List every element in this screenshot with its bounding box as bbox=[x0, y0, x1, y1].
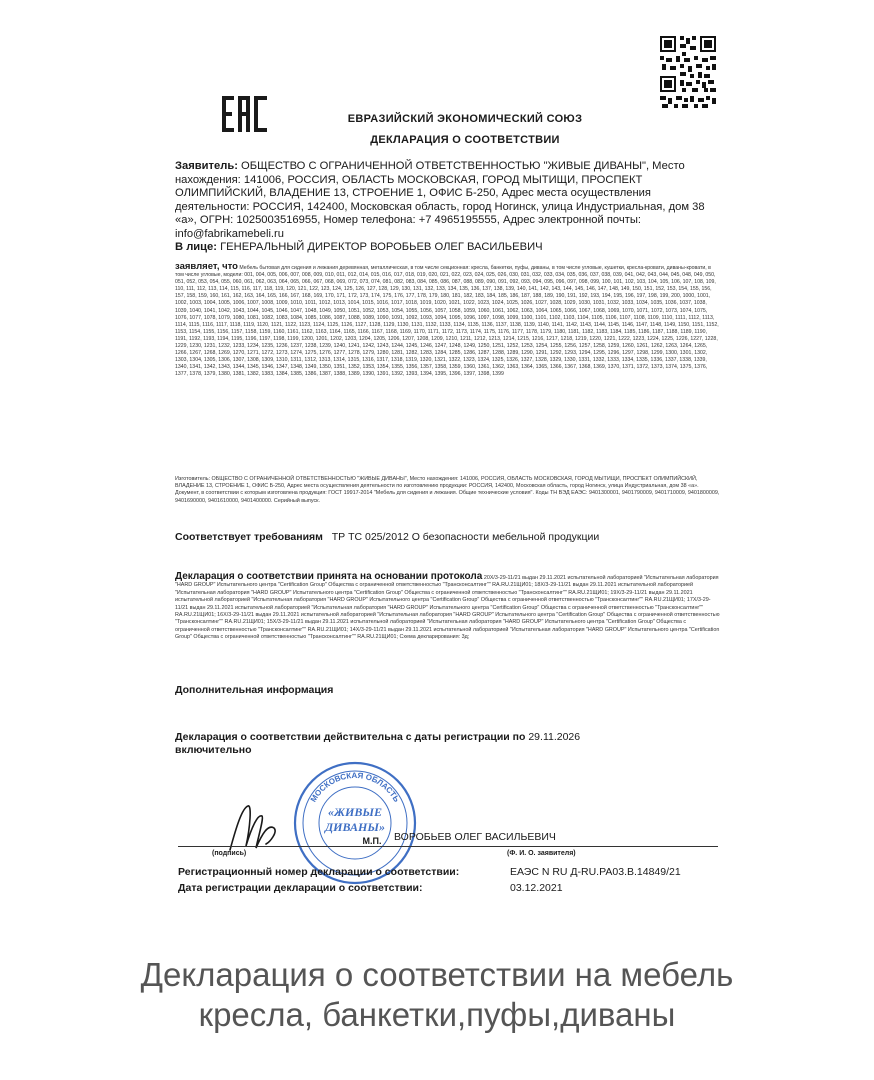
registration-number-value: ЕАЭС N RU Д-RU.РА03.В.14849/21 bbox=[510, 866, 681, 878]
seal-top-text: МОСКОВСКАЯ ОБЛАСТЬ bbox=[308, 770, 402, 804]
caption-line-1: Декларация о соответствии на мебель bbox=[140, 956, 734, 993]
validity-block bbox=[175, 731, 645, 757]
requirements-text: ТР ТС 025/2012 О безопасности мебельной продукции bbox=[331, 531, 600, 543]
registration-number-label: Регистрационный номер декларации о соответствии: bbox=[178, 866, 460, 878]
declares-text: Мебель бытовая для сидения и лежания деревянная, металлическая, в том числе секционная: кресла, банкетки, пуфы, диваны, в том числе угловые, кушетки, кресла-кровати, диваны-кровати, в том числе угловые, модели: 001, 004, 005, 006, 007, 008, 009, 010, 011, 012, 014, 015, 016, 017, 018, 019, 020, 021, 022, 023, 024, 025, 026, 030, 031, 032, 033, 034, 035, 036, 037, 038, 039, 041, 042, 043, 044, 045, 048, 049, 050, 051, 052, 053, 054, 055, 060, 061, 062, 063, 064, 065, 066, 067, 068, 069, 072, 073, 074, 081, 082, 083, 084, 085, 086, 087, 088, 089, 090, 091, 092, 093, 094, 095, 096, 097, 098, 099, 100, 101, 102, 103, 104, 105, 106, 107, 108, 109, 110, 111, 112, 113, 114, 115, 116, 117, 118, 119, 120, 121, 122, 123, 124, 125, 126, 127, 128, 129, 130, 131, 132, 133, 134, 135, 136, 137, 138, 139, 140, 141, 142, 143, 144, 145, 146, 147, 148, 149, 150, 151, 152, 153, 154, 155, 156, 157, 158, 159, 160, 161, 162, 163, 164, 165, 166, 167, 168, 169, 170, 171, 172, 173, 174, 175, 176, 177, 178, 179, 180, 181, 182, 183, 184, 185, 186, 187, 188, 189, 190, 191, 192, 193, 194, 195, 196, 197, 198, 199, 200, 1000, 1001, 1002, 1003, 1004, 1005, 1006, 1007, 1008, 1009, 1010, 1011, 1012, 1013, 1014, 1015, 1016, 1017, 1018, 1019, 1020, 1021, 1022, 1023, 1024, 1025, 1026, 1027, 1028, 1029, 1030, 1031, 1032, 1033, 1034, 1035, 1036, 1037, 1038, 1039, 1040, 1041, 1042, 1043, 1044, 1045, 1046, 1047, 1048, 1049, 1050, 1051, 1052, 1053, 1054, 1055, 1056, 1057, 1058, 1059, 1060, 1061, 1062, 1063, 1064, 1065, 1066, 1067, 1068, 1069, 1070, 1071, 1072, 1073, 1074, 1075, 1076, 1077, 1078, 1079, 1080, 1081, 1082, 1083, 1084, 1085, 1086, 1087, 1088, 1089, 1090, 1091, 1092, 1093, 1094, 1095, 1096, 1097, 1098, 1099, 1100, 1101, 1102, 1103, 1104, 1105, 1106, 1107, 1108, 1109, 1110, 1111, 1112, 1113, 1114, 1115, 1116, 1117, 1118, 1119, 1120, 1121, 1122, 1123, 1124, 1125, 1126, 1127, 1128, 1129, 1130, 1131, 1132, 1133, 1134, 1135, 1136, 1137, 1138, 1139, 1140, 1141, 1142, 1143, 1144, 1145, 1146, 1147, 1148, 1149, 1150, 1151, 1152, 1153, 1154, 1155, 1156, 1157, 1158, 1159, 1160, 1161, 1162, 1163, 1164, 1165, 1166, 1167, 1168, 1169, 1170, 1171, 1172, 1173, 1174, 1175, 1176, 1177, 1178, 1179, 1180, 1181, 1182, 1183, 1184, 1185, 1186, 1187, 1188, 1189, 1190, 1191, 1192, 1193, 1194, 1195, 1196, 1197, 1198, 1199, 1200, 1201, 1202, 1203, 1204, 1205, 1206, 1207, 1208, 1209, 1210, 1211, 1212, 1213, 1214, 1215, 1216, 1217, 1218, 1219, 1220, 1221, 1222, 1223, 1224, 1225, 1226, 1227, 1228, 1229, 1230, 1231, 1232, 1233, 1234, 1235, 1236, 1237, 1238, 1239, 1240, 1241, 1242, 1243, 1244, 1245, 1246, 1247, 1248, 1249, 1250, 1251, 1252, 1253, 1254, 1255, 1256, 1257, 1258, 1259, 1260, 1261, 1262, 1263, 1264, 1265, 1266, 1267, 1268, 1269, 1270, 1271, 1272, 1273, 1274, 1275, 1276, 1277, 1278, 1279, 1280, 1281, 1282, 1283, 1284, 1285, 1286, 1287, 1288, 1289, 1290, 1291, 1292, 1293, 1294, 1295, 1296, 1297, 1298, 1299, 1300, 1301, 1302, 1303, 1304, 1305, 1306, 1307, 1308, 1309, 1310, 1311, 1312, 1313, 1314, 1315, 1316, 1317, 1318, 1319, 1320, 1321, 1322, 1323, 1324, 1325, 1326, 1327, 1328, 1329, 1330, 1331, 1332, 1333, 1334, 1335, 1336, 1337, 1338, 1339, 1340, 1341, 1342, 1343, 1344, 1345, 1346, 1347, 1348, 1349, 1350, 1351, 1352, 1353, 1354, 1355, 1356, 1357, 1358, 1359, 1360, 1361, 1362, 1363, 1364, 1365, 1366, 1367, 1368, 1369, 1370, 1371, 1372, 1373, 1374, 1375, 1376, 1377, 1378, 1379, 1380, 1381, 1382, 1383, 1384, 1385, 1386, 1387, 1388, 1389, 1390, 1391, 1392, 1393, 1394, 1395, 1396, 1397, 1398, 1399 bbox=[175, 265, 719, 378]
registration-date-value: 03.12.2021 bbox=[510, 882, 563, 894]
representative-block bbox=[175, 241, 720, 253]
validity-label: Декларация о соответствии действительна с даты регистрации по bbox=[175, 731, 526, 743]
document-title: ДЕКЛАРАЦИЯ О СООТВЕТСТВИИ bbox=[370, 134, 560, 146]
applicant-block bbox=[175, 160, 720, 242]
image-caption bbox=[0, 955, 874, 1035]
applicant-name-caption: (Ф. И. О. заявителя) bbox=[507, 850, 576, 857]
signature-icon bbox=[222, 798, 292, 858]
seal-center-line1: «ЖИВЫЕ bbox=[328, 805, 382, 819]
caption-line-2: кресла, банкетки,пуфы,диваны bbox=[198, 996, 676, 1033]
requirements-label: Соответствует требованиям bbox=[175, 531, 323, 543]
validity-suffix: включительно bbox=[175, 744, 252, 756]
signature-caption: (подпись) bbox=[212, 850, 247, 857]
signature-line bbox=[178, 846, 718, 847]
registration-date-label: Дата регистрации декларации о соответствии: bbox=[178, 882, 423, 894]
additional-info-label: Дополнительная информация bbox=[175, 684, 334, 696]
requirements-block bbox=[175, 531, 720, 543]
protocol-label: Декларация о соответствии принята на основании протокола bbox=[175, 571, 483, 582]
manufacturer-block: Изготовитель: ОБЩЕСТВО С ОГРАНИЧЕННОЙ ОТВЕТСТВЕННОСТЬЮ "ЖИВЫЕ ДИВАНЫ", Место нахождения: 141006, РОССИЯ, ОБЛАСТЬ МОСКОВСКАЯ, ГОРОД МЫТИЩИ, ПРОСПЕКТ ОЛИМПИЙСКИЙ, ВЛАДЕНИЕ 13, СТРОЕНИЕ 1, ОФИС Б-250, Адрес места осуществления деятельности по изготовлению продукции: РОССИЯ, 142400, Московская область, город Ногинск, улица Индустриальная, дом 38 «а». Документ, в соответствии с которым изготовлена продукция: ГОСТ 19917-2014 "Мебель для сидения и лежания. Общие технические условия". Коды ТН ВЭД ЕАЭС: 9401300001, 9401790009, 9401710009, 9401800009, 9401690000, 9401610000, 9401400000. Серийный выпуск. bbox=[175, 476, 720, 504]
applicant-text: ОБЩЕСТВО С ОГРАНИЧЕННОЙ ОТВЕТСТВЕННОСТЬЮ "ЖИВЫЕ ДИВАНЫ", Место нахождения: 141006, РОССИЯ, ОБЛАСТЬ МОСКОВСКАЯ, ГОРОД МЫТИЩИ, ПРОСПЕКТ ОЛИМПИЙСКИЙ, ВЛАДЕНИЕ 13, СТРОЕНИЕ 1, ОФИС Б-250, Адрес места осуществления деятельности: РОССИЯ, 142400, Московская область, город Ногинск, улица Индустриальная, дом 38 «а», ОГРН: 1025003516955, Номер телефона: +7 4965195555, Адрес электронной почты: info@fabrikamebeli.ru bbox=[175, 160, 705, 240]
product-declaration-block bbox=[175, 263, 720, 499]
union-heading: ЕВРАЗИЙСКИЙ ЭКОНОМИЧЕСКИЙ СОЮЗ bbox=[347, 113, 583, 125]
protocol-block bbox=[175, 573, 720, 642]
qr-code-icon bbox=[660, 36, 716, 108]
protocol-text: 20Х/3-29-11/21 выдан 29.11.2021 испытательной лабораторией "Испытательная лаборатория "HARD GROUP" Испытательного центра "Certification Group" Общества с ограниченной ответственностью "Трансконсалтинг"" RA.RU.21ЩИ01; 18Х/3-29-11/21 выдан 29.11.2021 испытательной лабораторией "Испытательная лаборатория "HARD GROUP" Испытательного центра "Certification Group" Общества с ограниченной ответственностью "Трансконсалтинг"" RA.RU.21ЩИ01; 19Х/3-29-11/21 выдан 29.11.2021 испытательной лабораторией "Испытательная лаборатория "HARD GROUP" Испытательного центра "Certification Group" Общества с ограниченной ответственностью "Трансконсалтинг"" RA.RU.21ЩИ01; 17Х/3-29-11/21 выдан 29.11.2021 испытательной лабораторией "Испытательная лаборатория "HARD GROUP" Испытательного центра "Certification Group" Общества с ограниченной ответственностью "Трансконсалтинг"" RA.RU.21ЩИ01; 16Х/3-29-11/21 выдан 29.11.2021 испытательной лабораторией "Испытательная лаборатория "HARD GROUP" Испытательного центра "Certification Group" Общества с ограниченной ответственностью "Трансконсалтинг"" RA.RU.21ЩИ01; 15Х/3-29-11/21 выдан 29.11.2021 испытательной лабораторией "Испытательная лаборатория "HARD GROUP" Испытательного центра "Certification Group" Общества с ограниченной ответственностью "Трансконсалтинг"" RA.RU.21ЩИ01; 14Х/3-29-11/21 выдан 29.11.2021 испытательной лабораторией "Испытательная лаборатория "HARD GROUP" Испытательного центра "Certification Group" Общества с ограниченной ответственностью "Трансконсалтинг"" RA.RU.21ЩИ01; Схема декларирования: 3д; bbox=[175, 575, 720, 641]
seal-mp: М.П. bbox=[362, 836, 382, 846]
representative-label: В лице: bbox=[175, 241, 217, 253]
validity-date: 29.11.2026 bbox=[528, 731, 581, 743]
eac-logo-icon bbox=[222, 96, 268, 132]
seal-center-line2: ДИВАНЫ» bbox=[324, 820, 386, 834]
signer-name: ВОРОБЬЕВ ОЛЕГ ВАСИЛЬЕВИЧ bbox=[394, 831, 556, 843]
representative-text: ГЕНЕРАЛЬНЫЙ ДИРЕКТОР ВОРОБЬЕВ ОЛЕГ ВАСИЛЬЕВИЧ bbox=[220, 241, 543, 253]
applicant-label: Заявитель: bbox=[175, 160, 238, 172]
declares-label: заявляет, что bbox=[175, 263, 238, 272]
